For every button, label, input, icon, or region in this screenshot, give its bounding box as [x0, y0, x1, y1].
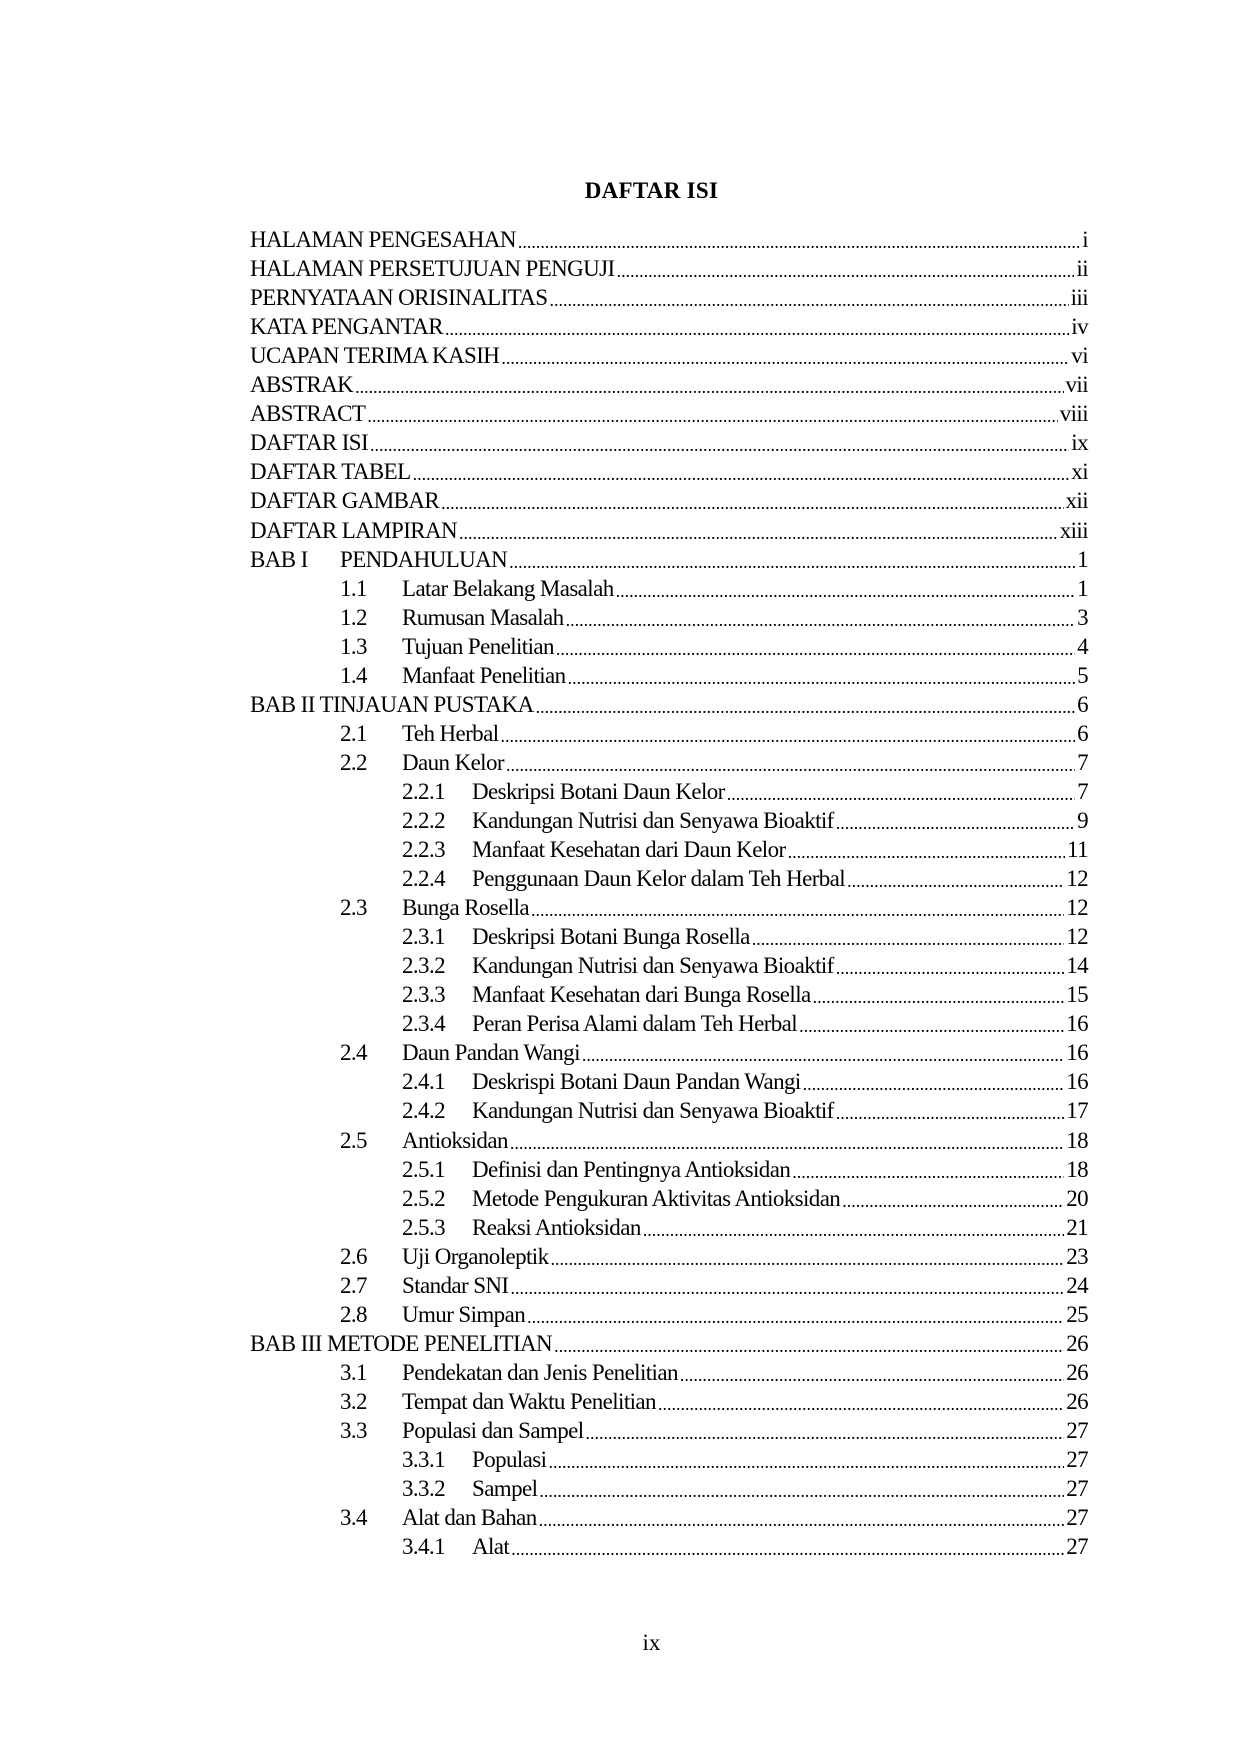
toc-entry[interactable] [250, 1123, 1088, 1152]
toc-entry-page: 15 [1066, 982, 1088, 1008]
toc-entry[interactable] [250, 1356, 1088, 1385]
toc-entry-page: iv [1071, 314, 1088, 340]
toc-dot-leader [413, 460, 1070, 484]
toc-entry-title: Teh Herbal [402, 720, 499, 746]
toc-entry-number: 2.2.3 [402, 837, 446, 863]
toc-entry[interactable] [250, 1327, 1088, 1356]
toc-entry-page: 27 [1066, 1534, 1088, 1560]
toc-dot-leader [847, 867, 1064, 891]
toc-entry-title: Populasi dan Sampel [402, 1417, 584, 1443]
toc-dot-leader [441, 489, 1063, 513]
toc-entry[interactable] [250, 368, 1088, 397]
toc-entry-number: 1.2 [340, 604, 367, 630]
toc-entry-page: 18 [1066, 1156, 1088, 1182]
toc-entry-page: 7 [1077, 778, 1088, 804]
toc-entry[interactable] [250, 1007, 1088, 1036]
toc-dot-leader [501, 344, 1069, 368]
table-of-contents [250, 223, 1088, 1559]
toc-dot-leader [680, 1361, 1064, 1385]
toc-entry-title: ABSTRAK [250, 372, 354, 398]
toc-entry[interactable] [250, 252, 1088, 281]
toc-dot-leader [518, 228, 1080, 252]
toc-entry[interactable] [250, 1414, 1088, 1443]
toc-entry-number: 2.4 [340, 1040, 367, 1066]
toc-entry-page: ii [1076, 256, 1088, 282]
toc-entry-title: Sampel [472, 1476, 538, 1502]
toc-dot-leader [355, 373, 1063, 397]
toc-entry[interactable] [250, 1065, 1088, 1094]
toc-entry[interactable] [250, 891, 1088, 920]
toc-entry-number: 2.4.1 [402, 1069, 446, 1095]
toc-dot-leader [792, 1158, 1064, 1182]
toc-entry-page: 16 [1066, 1040, 1088, 1066]
toc-entry[interactable] [250, 572, 1088, 601]
toc-entry-title: Deskrispi Botani Daun Pandan Wangi [472, 1069, 801, 1095]
toc-entry-page: xi [1071, 459, 1088, 485]
toc-entry[interactable] [250, 1036, 1088, 1065]
toc-entry-page: 26 [1066, 1388, 1088, 1414]
toc-entry-title: Reaksi Antioksidan [472, 1214, 641, 1240]
toc-entry-title: DAFTAR GAMBAR [250, 488, 440, 514]
toc-entry-page: 6 [1077, 691, 1088, 717]
toc-entry[interactable] [250, 601, 1088, 630]
toc-entry-page: 25 [1066, 1301, 1088, 1327]
toc-entry-title: ABSTRACT [250, 401, 366, 427]
toc-entry-page: viii [1059, 401, 1088, 427]
toc-dot-leader [836, 954, 1064, 978]
toc-entry-page: 27 [1066, 1417, 1088, 1443]
toc-entry-page: 1 [1077, 575, 1088, 601]
toc-entry-title: Tujuan Penelitian [402, 633, 554, 659]
toc-entry-page: 18 [1066, 1127, 1088, 1153]
toc-dot-leader [836, 809, 1075, 833]
toc-entry-number: 2.3.3 [402, 982, 446, 1008]
toc-entry[interactable] [250, 513, 1088, 542]
toc-dot-leader [445, 315, 1069, 339]
toc-entry[interactable] [250, 1501, 1088, 1530]
toc-dot-leader [510, 1274, 1064, 1298]
toc-entry-number: BAB I [250, 546, 308, 572]
toc-dot-leader [367, 402, 1057, 426]
toc-entry[interactable] [250, 688, 1088, 717]
toc-dot-leader [568, 664, 1076, 688]
toc-entry[interactable] [250, 426, 1088, 455]
toc-entry-title: Manfaat Kesehatan dari Bunga Rosella [472, 982, 811, 1008]
toc-entry[interactable] [250, 339, 1088, 368]
toc-dot-leader [509, 548, 1075, 572]
toc-dot-leader [548, 1448, 1064, 1472]
toc-entry[interactable] [250, 1298, 1088, 1327]
toc-entry-page: 16 [1066, 1011, 1088, 1037]
toc-dot-leader [658, 1390, 1064, 1414]
toc-entry-page: 7 [1077, 749, 1088, 775]
toc-entry-number: 2.4.2 [402, 1098, 446, 1124]
toc-entry[interactable] [250, 1472, 1088, 1501]
toc-entry-page: 16 [1066, 1069, 1088, 1095]
toc-entry-page: 14 [1066, 953, 1088, 979]
toc-entry-title: Rumusan Masalah [402, 604, 564, 630]
toc-entry-page: 12 [1066, 924, 1088, 950]
toc-dot-leader [554, 1332, 1064, 1356]
toc-entry-number: 2.6 [340, 1243, 367, 1269]
toc-entry-title: Kandungan Nutrisi dan Senyawa Bioaktif [472, 807, 834, 833]
toc-dot-leader [566, 606, 1076, 630]
toc-entry-title: Alat [472, 1534, 510, 1560]
toc-entry-page: 9 [1077, 807, 1088, 833]
toc-entry-number: 3.3.1 [402, 1447, 446, 1473]
toc-entry-page: 27 [1066, 1505, 1088, 1531]
toc-entry-title: Kandungan Nutrisi dan Senyawa Bioaktif [472, 953, 834, 979]
toc-entry-title: Alat dan Bahan [402, 1505, 537, 1531]
toc-entry-page: 11 [1067, 837, 1088, 863]
toc-entry[interactable] [250, 833, 1088, 862]
toc-entry[interactable] [250, 1094, 1088, 1123]
toc-entry[interactable] [250, 281, 1088, 310]
toc-entry-title: Deskripsi Botani Daun Kelor [472, 778, 725, 804]
toc-entry-title: HALAMAN PERSETUJUAN PENGUJI [250, 256, 615, 282]
toc-entry-page: 20 [1066, 1185, 1088, 1211]
toc-entry[interactable] [250, 775, 1088, 804]
toc-dot-leader [617, 257, 1075, 281]
toc-dot-leader [511, 1535, 1064, 1559]
toc-entry-title: HALAMAN PENGESAHAN [250, 227, 516, 253]
toc-entry-title: Latar Belakang Masalah [402, 575, 614, 601]
toc-entry-number: 3.1 [340, 1359, 367, 1385]
toc-entry[interactable] [250, 397, 1088, 426]
toc-entry-title: PERNYATAAN ORISINALITAS [250, 285, 548, 311]
toc-entry-title: Penggunaan Daun Kelor dalam Teh Herbal [472, 866, 846, 892]
toc-entry-page: 27 [1066, 1447, 1088, 1473]
toc-dot-leader [370, 431, 1069, 455]
toc-entry-page: 17 [1066, 1098, 1088, 1124]
toc-entry-number: 1.3 [340, 633, 367, 659]
toc-entry-title: BAB III METODE PENELITIAN [250, 1330, 553, 1356]
toc-entry-title: Uji Organoleptik [402, 1243, 549, 1269]
toc-entry-title: KATA PENGANTAR [250, 314, 444, 340]
toc-entry-title: Tempat dan Waktu Penelitian [402, 1388, 656, 1414]
toc-entry[interactable] [250, 978, 1088, 1007]
toc-entry-page: 26 [1066, 1330, 1088, 1356]
toc-entry-title: PENDAHULUAN [340, 546, 508, 572]
toc-dot-leader [586, 1419, 1065, 1443]
toc-entry-number: 1.4 [340, 662, 367, 688]
toc-entry-number: 2.3.1 [402, 924, 446, 950]
toc-entry[interactable] [250, 746, 1088, 775]
toc-entry-title: DAFTAR ISI [250, 430, 369, 456]
toc-entry-number: 2.2.4 [402, 866, 446, 892]
toc-entry[interactable] [250, 949, 1088, 978]
toc-entry-page: 5 [1077, 662, 1088, 688]
toc-dot-leader [506, 751, 1075, 775]
toc-entry-page: 6 [1077, 720, 1088, 746]
toc-dot-leader [752, 925, 1064, 949]
toc-entry-title: DAFTAR LAMPIRAN [250, 517, 458, 543]
toc-dot-leader [500, 722, 1075, 746]
toc-entry-title: DAFTAR TABEL [250, 459, 411, 485]
toc-dot-leader [550, 1245, 1064, 1269]
toc-entry[interactable] [250, 310, 1088, 339]
toc-dot-leader [550, 286, 1069, 310]
toc-entry-number: 3.3.2 [402, 1476, 446, 1502]
toc-dot-leader [813, 983, 1065, 1007]
toc-entry-page: 21 [1066, 1214, 1088, 1240]
toc-entry-number: 2.5.1 [402, 1156, 446, 1182]
toc-entry-title: Bunga Rosella [402, 895, 529, 921]
toc-dot-leader [510, 1129, 1064, 1153]
toc-dot-leader [556, 635, 1075, 659]
toc-dot-leader [527, 1303, 1064, 1327]
toc-entry-page: 23 [1066, 1243, 1088, 1269]
toc-entry-title: Pendekatan dan Jenis Penelitian [402, 1359, 678, 1385]
toc-entry[interactable] [250, 1153, 1088, 1182]
toc-entry-number: 2.7 [340, 1272, 367, 1298]
toc-entry-title: Manfaat Kesehatan dari Daun Kelor [472, 837, 786, 863]
toc-entry-number: 3.4.1 [402, 1534, 446, 1560]
toc-entry-title: Umur Simpan [402, 1301, 526, 1327]
toc-entry-page: vi [1071, 343, 1088, 369]
toc-entry-title: Peran Perisa Alami dalam Teh Herbal [472, 1011, 798, 1037]
toc-entry-number: 2.5 [340, 1127, 367, 1153]
toc-entry[interactable] [250, 1182, 1088, 1211]
toc-entry-page: 1 [1077, 546, 1088, 572]
toc-entry-page: 4 [1077, 633, 1088, 659]
toc-entry[interactable] [250, 717, 1088, 746]
toc-entry-title: Kandungan Nutrisi dan Senyawa Bioaktif [472, 1098, 834, 1124]
toc-dot-leader [616, 577, 1076, 601]
toc-entry[interactable] [250, 223, 1088, 252]
toc-entry[interactable] [250, 1385, 1088, 1414]
toc-entry-title: Metode Pengukuran Aktivitas Antioksidan [472, 1185, 841, 1211]
toc-entry[interactable] [250, 543, 1088, 572]
toc-entry[interactable] [250, 1443, 1088, 1472]
toc-entry[interactable] [250, 659, 1088, 688]
toc-dot-leader [842, 1187, 1064, 1211]
toc-entry[interactable] [250, 484, 1088, 513]
page-title: DAFTAR ISI [584, 178, 719, 203]
toc-entry-page: vii [1065, 372, 1088, 398]
toc-entry-title: UCAPAN TERIMA KASIH [250, 343, 500, 369]
toc-entry-number: 2.1 [340, 720, 367, 746]
toc-entry-number: 2.3.4 [402, 1011, 446, 1037]
toc-entry-number: 2.2.2 [402, 807, 446, 833]
toc-entry[interactable] [250, 1530, 1088, 1559]
toc-entry-title: Standar SNI [402, 1272, 509, 1298]
toc-entry-title: Antioksidan [402, 1127, 508, 1153]
toc-dot-leader [536, 693, 1076, 717]
toc-entry-number: 3.3 [340, 1417, 367, 1443]
toc-entry-page: 26 [1066, 1359, 1088, 1385]
toc-entry-page: 12 [1066, 866, 1088, 892]
toc-entry[interactable] [250, 804, 1088, 833]
toc-entry-page: iii [1070, 285, 1088, 311]
toc-entry-title: BAB II TINJAUAN PUSTAKA [250, 691, 534, 717]
toc-entry-page: xiii [1059, 517, 1088, 543]
toc-entry-number: 3.2 [340, 1388, 367, 1414]
toc-entry-page: 3 [1077, 604, 1088, 630]
toc-entry-number: 2.3.2 [402, 953, 446, 979]
toc-entry-page: ix [1071, 430, 1088, 456]
toc-entry-number: 2.8 [340, 1301, 367, 1327]
toc-dot-leader [788, 838, 1065, 862]
toc-entry-number: 2.3 [340, 895, 367, 921]
toc-entry-page: xii [1065, 488, 1088, 514]
toc-entry-title: Populasi [472, 1447, 547, 1473]
toc-entry[interactable] [250, 1269, 1088, 1298]
toc-entry[interactable] [250, 630, 1088, 659]
toc-entry-title: Definisi dan Pentingnya Antioksidan [472, 1156, 791, 1182]
toc-entry-number: 2.5.2 [402, 1185, 446, 1211]
toc-dot-leader [799, 1012, 1064, 1036]
page-number: ix [642, 1630, 661, 1655]
toc-entry-page: 12 [1066, 895, 1088, 921]
toc-entry-number: 3.4 [340, 1505, 367, 1531]
toc-entry-page: 24 [1066, 1272, 1088, 1298]
toc-entry[interactable] [250, 1211, 1088, 1240]
toc-dot-leader [836, 1099, 1064, 1123]
toc-dot-leader [539, 1477, 1064, 1501]
toc-entry-number: 1.1 [340, 575, 367, 601]
toc-dot-leader [643, 1216, 1064, 1240]
toc-entry-title: Deskripsi Botani Bunga Rosella [472, 924, 750, 950]
toc-dot-leader [803, 1070, 1065, 1094]
toc-dot-leader [727, 780, 1075, 804]
toc-entry[interactable] [250, 920, 1088, 949]
toc-dot-leader [539, 1506, 1065, 1530]
toc-entry-number: 2.2 [340, 749, 367, 775]
toc-dot-leader [531, 896, 1064, 920]
toc-entry[interactable] [250, 1240, 1088, 1269]
toc-entry[interactable] [250, 862, 1088, 891]
toc-entry-page: i [1082, 227, 1088, 253]
toc-entry-number: 2.5.3 [402, 1214, 446, 1240]
toc-entry-number: 2.2.1 [402, 778, 446, 804]
toc-entry-title: Manfaat Penelitian [402, 662, 566, 688]
toc-entry-page: 27 [1066, 1476, 1088, 1502]
toc-entry-title: Daun Pandan Wangi [402, 1040, 580, 1066]
toc-dot-leader [582, 1041, 1064, 1065]
toc-entry-title: Daun Kelor [402, 749, 504, 775]
toc-dot-leader [459, 519, 1058, 543]
toc-entry[interactable] [250, 455, 1088, 484]
